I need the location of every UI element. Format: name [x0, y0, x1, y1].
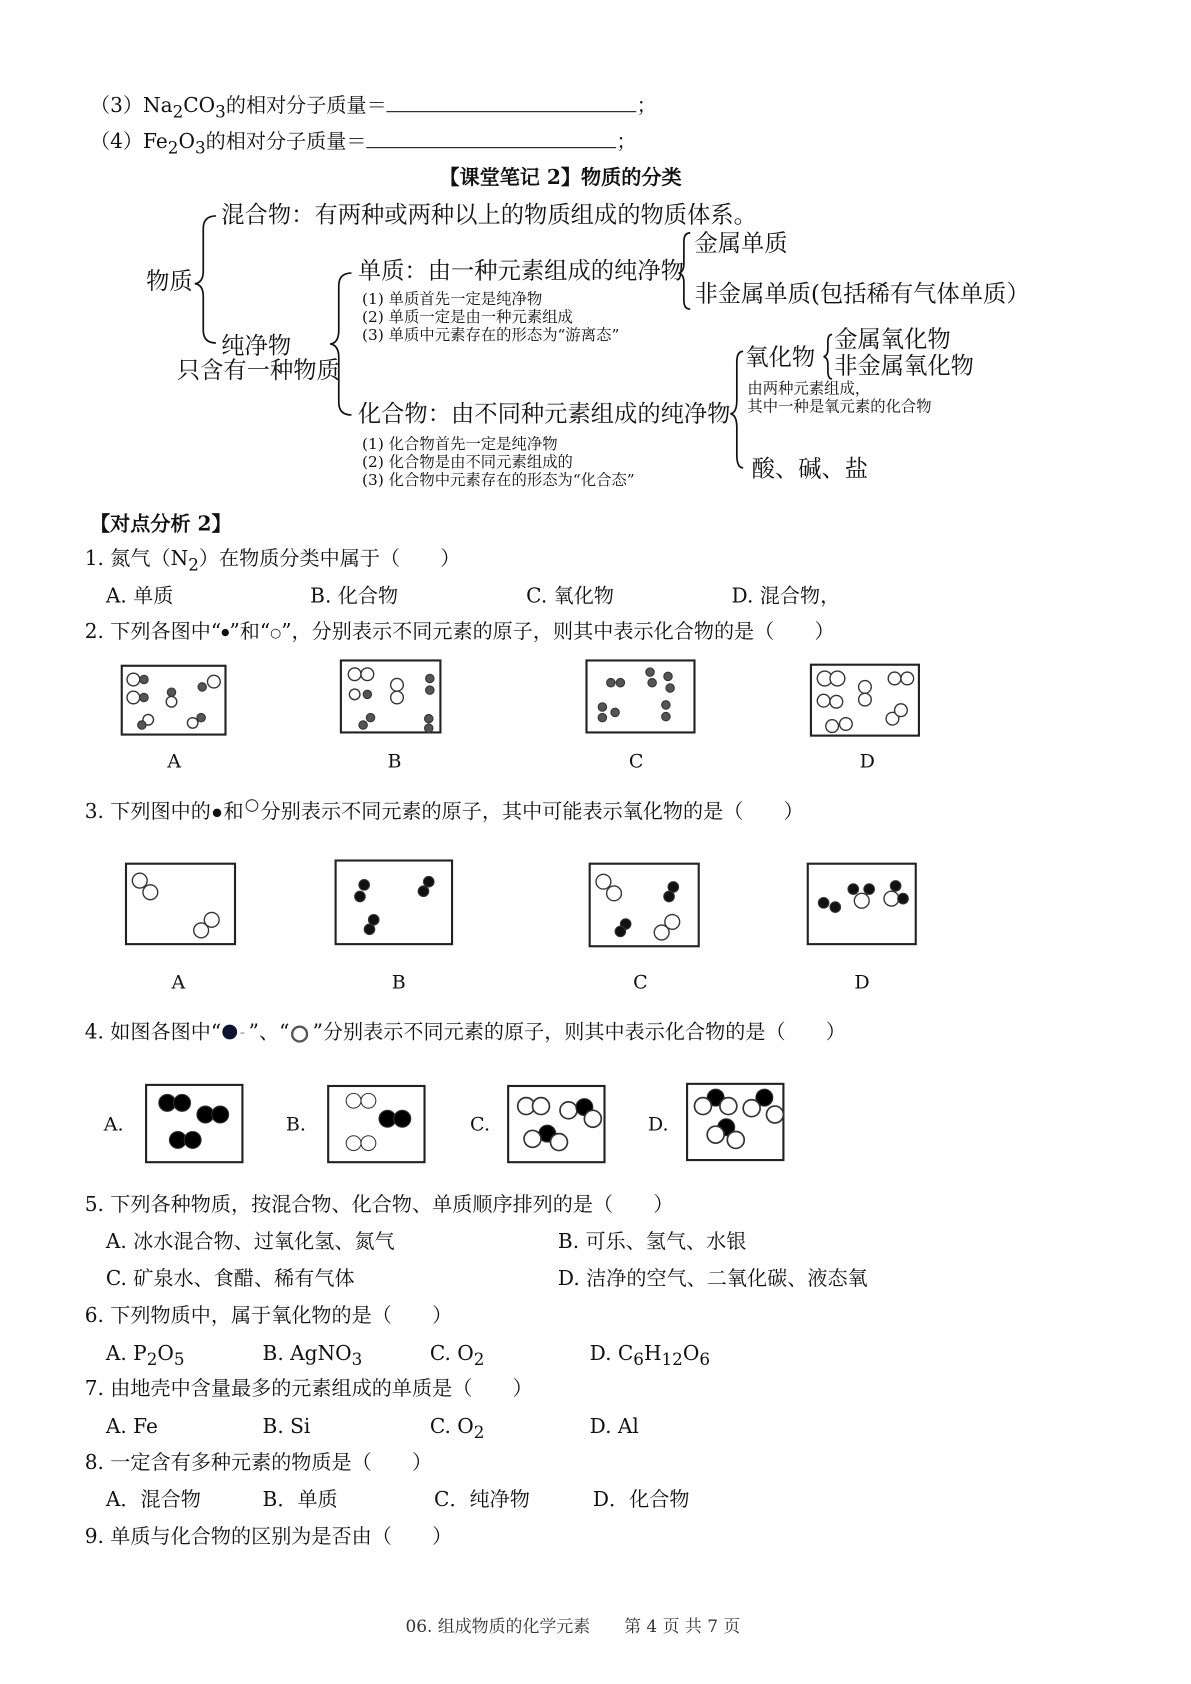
filled-atom [359, 880, 370, 891]
answer-blank[interactable] [387, 92, 637, 112]
hollow-atom [830, 695, 843, 708]
filled-atom [359, 721, 367, 729]
filled-atom [355, 891, 366, 902]
filled-atom [818, 898, 829, 909]
q3-b-atoms [337, 862, 451, 944]
q4-figure-d[interactable] [686, 1083, 784, 1161]
filled-atom [140, 675, 148, 683]
filled-atom [167, 688, 175, 696]
question-8-stem: 8. 一定含有多种元素的物质是（ ） [84, 1451, 433, 1475]
q5-option-b[interactable]: B. 可乐、氢气、水银 [557, 1229, 747, 1254]
hollow-atom [895, 704, 908, 717]
hollow-atom [743, 1100, 760, 1117]
diagram-oxide: 氧化物 [745, 345, 816, 372]
q6-option-a[interactable]: A. $P_2O_5$ [105, 1342, 185, 1370]
q6-option-d[interactable]: D. $C_6H_{12}O_6$ [589, 1342, 710, 1370]
diagram-pure-desc: 只含有一种物质 [176, 357, 340, 385]
filled-atom [426, 686, 434, 694]
filled-atom [662, 712, 670, 720]
q2-d-atoms [812, 666, 918, 735]
hollow-atom [859, 681, 872, 694]
hollow-atom [694, 1098, 711, 1115]
diagram-root: 物质 [146, 268, 193, 296]
q4-figure-b[interactable] [327, 1085, 425, 1163]
hollow-atom [560, 1102, 577, 1119]
filled-atom [140, 693, 148, 701]
hollow-atom [207, 675, 220, 688]
hollow-atom [901, 672, 914, 685]
q4-label-d: D. [647, 1113, 669, 1136]
filled-atom-icon [211, 807, 224, 820]
filled-atom [662, 701, 670, 709]
diagram-acid-base-salt: 酸、碱、盐 [751, 456, 869, 483]
q3-d-atoms [809, 865, 915, 943]
q7-option-a[interactable]: A. Fe [105, 1415, 158, 1439]
q2-b-atoms [342, 662, 439, 732]
hollow-atom [187, 718, 198, 729]
q7-option-d[interactable]: D. Al [589, 1415, 639, 1439]
question-5-stem: 5. 下列各种物质，按混合物、化合物、单质顺序排列的是（ ） [84, 1192, 674, 1217]
q8-option-a[interactable]: A．混合物 [105, 1488, 201, 1512]
hollow-atom [840, 718, 853, 731]
hollow-atom [584, 1110, 601, 1127]
hollow-atom [888, 672, 901, 685]
filled-atom [366, 713, 374, 721]
q3-figure-a[interactable] [125, 863, 236, 946]
diagram-nonmetal-element: 非金属单质(包括稀有气体单质） [694, 281, 1030, 309]
diagram-nonmetal-oxide: 非金属氧化物 [834, 353, 974, 380]
hollow-atom [361, 1136, 376, 1151]
filled-atom [848, 884, 859, 895]
question-6-stem: 6. 下列物质中，属于氧化物的是（ ） [84, 1304, 453, 1328]
question-3-molecular-mass: $(3)Na_2CO_3$的相对分子质量＝ ； [90, 92, 657, 125]
q7-option-b[interactable]: B. Si [262, 1415, 311, 1439]
q2-label-b: B [387, 750, 402, 773]
q6-option-c[interactable]: C. $O_2$ [429, 1342, 485, 1370]
diagram-metal-element: 金属单质 [694, 230, 788, 258]
q8-option-c[interactable]: C．纯净物 [434, 1488, 530, 1512]
filled-atom [368, 915, 379, 926]
filled-atom [174, 1094, 191, 1111]
q1-option-c[interactable]: C. 氧化物 [526, 584, 614, 608]
hollow-atom [204, 912, 219, 927]
filled-atom [418, 886, 429, 897]
filled-atom [212, 1106, 229, 1123]
filled-atom [890, 881, 901, 892]
hollow-atom [349, 689, 360, 700]
question-4-stem: 4. 如图各图中“ ”、“ ”分别表示不同元素的原子，则其中表示化合物的是（ ） [84, 1020, 846, 1044]
q3-figure-d[interactable] [807, 863, 917, 946]
hollow-atom [817, 694, 830, 707]
note-title: 【课堂笔记 2】物质的分类 [439, 166, 682, 190]
element-note: (2) 单质一定是由一种元素组成 [362, 309, 573, 327]
dark-atom-icon [221, 1024, 249, 1043]
q8-option-b[interactable]: B．单质 [262, 1488, 338, 1512]
hollow-atom-icon [244, 799, 261, 816]
q2-label-d: D [859, 750, 875, 773]
q4-figure-c[interactable] [507, 1085, 605, 1163]
page-footer: 06. 组成物质的化学元素 第 4 页 共 7 页 [405, 1616, 741, 1637]
q1-option-a[interactable]: A. 单质 [105, 584, 174, 608]
filled-atom [184, 1131, 201, 1148]
filled-atom [198, 683, 206, 691]
question-2-stem: 2. 下列各图中“●”和“○”，分别表示不同元素的原子，则其中表示化合物的是（ ） [84, 620, 835, 644]
q4-d-atoms [688, 1085, 782, 1159]
hollow-atom [720, 1098, 737, 1115]
filled-atom [616, 678, 624, 686]
hollow-atom [127, 673, 140, 686]
oxide-note: 其中一种是氧元素的化合物 [747, 399, 932, 416]
hollow-atom [361, 668, 374, 681]
filled-atom [864, 884, 875, 895]
filled-atom [666, 684, 674, 692]
hollow-atom [346, 1136, 361, 1151]
q3-figure-b[interactable] [335, 859, 454, 945]
question-1-stem: 1. 氮气$(N_2)$在物质分类中属于（ ） [84, 547, 461, 575]
hollow-atom-icon [289, 1022, 312, 1043]
filled-atom [607, 678, 615, 686]
filled-atom [830, 902, 841, 913]
q5-option-a[interactable]: A. 冰水混合物、过氧化氢、氮气 [105, 1229, 395, 1254]
q2-c-atoms [588, 662, 694, 732]
q2-figure-b[interactable] [340, 659, 442, 733]
q4-label-a: A. [103, 1113, 124, 1136]
filled-atom [363, 690, 371, 698]
filled-atom [664, 891, 675, 902]
q2-label-c: C [628, 750, 644, 773]
q2-figure-a[interactable] [121, 665, 227, 736]
q1-option-d[interactable]: D. 混合物， [731, 584, 841, 608]
question-4-molecular-mass: $(4)Fe_2O_3$的相对分子质量＝ ； [90, 128, 637, 161]
q3-label-b: B [391, 971, 406, 994]
filled-atom [364, 924, 375, 935]
filled-atom [615, 926, 626, 937]
filled-atom [648, 678, 656, 686]
q3-c-atoms [591, 865, 698, 945]
q3-label-a: A [171, 971, 186, 994]
filled-atom [668, 882, 679, 893]
q4-c-atoms [509, 1087, 603, 1161]
q4-b-atoms [329, 1087, 423, 1161]
q2-label-a: A [167, 750, 182, 773]
hollow-atom-icon: ○ [270, 625, 282, 641]
hollow-atom [346, 1093, 361, 1108]
hollow-atom [348, 668, 361, 681]
hollow-atom [596, 874, 611, 889]
question-9-stem: 9. 单质与化合物的区别为是否由（ ） [84, 1525, 453, 1549]
hollow-atom [830, 671, 845, 686]
q4-figure-a[interactable] [145, 1084, 243, 1163]
hollow-atom [707, 1126, 724, 1143]
q1-option-b[interactable]: B. 化合物 [310, 584, 399, 608]
q3-label-c: C [633, 971, 648, 994]
filled-atom [425, 724, 433, 732]
question-3-stem: 3. 下列图中的 和 分别表示不同元素的原子，其中可能表示氧化物的是（ ） [84, 800, 804, 824]
diagram-mixture: 混合物：有两种或两种以上的物质组成的物质体系。 [221, 202, 757, 229]
hollow-atom [361, 1093, 376, 1108]
element-note: (1) 单质首先一定是纯净物 [362, 291, 543, 309]
q2-a-atoms [123, 667, 225, 734]
hollow-atom [654, 925, 669, 940]
filled-atom [426, 674, 434, 682]
q2-figure-d[interactable] [810, 664, 920, 737]
hollow-atom [391, 691, 404, 704]
q4-label-c: C. [470, 1113, 491, 1136]
q3-label-d: D [854, 971, 870, 994]
q5-option-c[interactable]: C. 矿泉水、食醋、稀有气体 [105, 1266, 355, 1291]
hollow-atom [854, 893, 869, 908]
hollow-atom [727, 1131, 744, 1148]
q4-label-b: B. [285, 1113, 306, 1136]
q5-option-d[interactable]: D. 洁净的空气、二氧化碳、液态氧 [557, 1266, 868, 1291]
hollow-atom [884, 891, 899, 906]
filled-atom [598, 713, 606, 721]
filled-atom [394, 1110, 411, 1127]
diagram-pure: 纯净物 [221, 333, 292, 360]
q3-a-atoms [127, 865, 234, 943]
hollow-atom [166, 696, 177, 707]
hollow-atom [766, 1106, 783, 1123]
filled-atom [611, 708, 619, 716]
element-note: (3) 单质中元素存在的形态为“游离态” [362, 327, 620, 344]
diagram-element: 单质：由一种元素组成的纯净物 [357, 258, 684, 285]
filled-atom [898, 893, 909, 904]
classification-braces [0, 191, 1191, 509]
hollow-atom [524, 1130, 541, 1147]
hollow-atom [143, 885, 158, 900]
q3-figure-c[interactable] [589, 863, 700, 948]
hollow-atom [533, 1098, 550, 1115]
hollow-atom [551, 1134, 568, 1151]
filled-atom [664, 672, 672, 680]
diagram-compound: 化合物：由不同种元素组成的纯净物 [357, 401, 731, 428]
diagram-metal-oxide: 金属氧化物 [834, 327, 951, 354]
q8-option-d[interactable]: D．化合物 [592, 1488, 690, 1512]
answer-blank[interactable] [367, 128, 617, 148]
hollow-atom [132, 873, 147, 888]
analysis-title: 【对点分析 2】 [89, 512, 232, 536]
filled-atom [425, 714, 433, 722]
hollow-atom [391, 678, 404, 691]
compound-note: (2) 化合物是由不同元素组成的 [362, 454, 573, 472]
compound-note: (1) 化合物首先一定是纯净物 [362, 436, 558, 454]
filled-atom [138, 721, 146, 729]
q4-a-atoms [147, 1086, 241, 1161]
hollow-atom [127, 691, 140, 704]
filled-atom [646, 668, 654, 676]
q2-figure-c[interactable] [585, 659, 695, 733]
hollow-atom [607, 886, 622, 901]
oxide-note: 由两种元素组成， [747, 381, 871, 398]
filled-atom-icon: ● [221, 627, 230, 639]
q7-option-c[interactable]: C. $O_2$ [429, 1415, 485, 1443]
filled-atom [423, 876, 434, 887]
hollow-atom [859, 693, 872, 706]
question-7-stem: 7. 由地壳中含量最多的元素组成的单质是（ ） [84, 1377, 533, 1401]
filled-atom [598, 703, 606, 711]
hollow-atom [826, 720, 839, 733]
compound-note: (3) 化合物中元素存在的形态为“化合态” [362, 472, 635, 490]
q6-option-b[interactable]: B. AgNO$_3$ [262, 1342, 363, 1370]
